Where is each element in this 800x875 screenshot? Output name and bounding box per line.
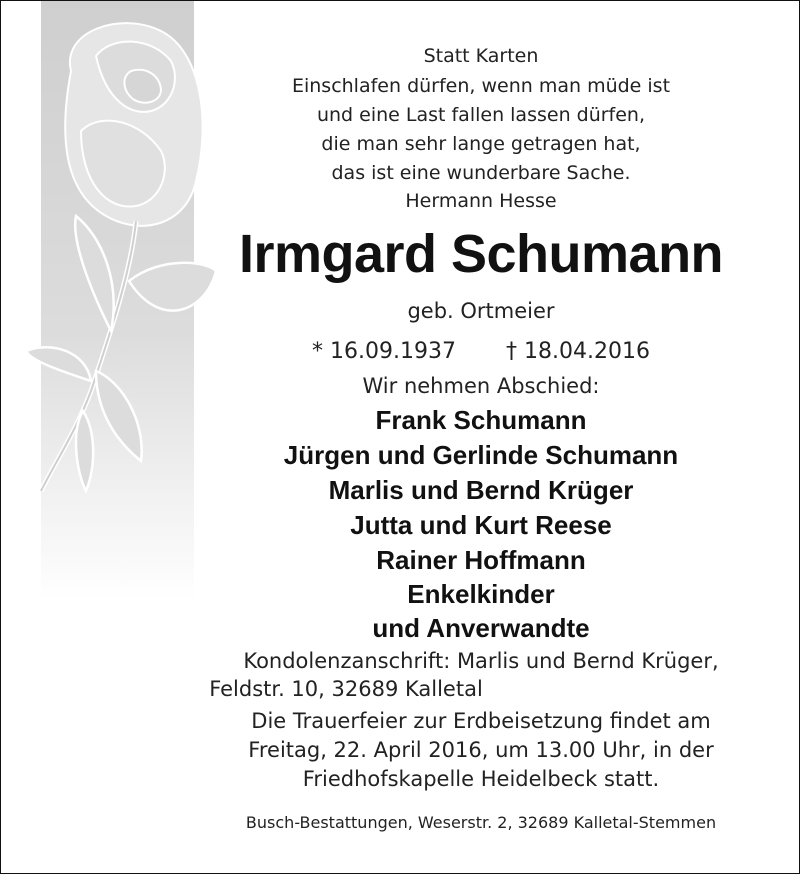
quote-line: Einschlafen dürfen, wenn man müde ist — [291, 75, 671, 97]
ceremony-info: Freitag, 22. April 2016, um 13.00 Uhr, in der — [248, 738, 714, 762]
mourner-name: Frank Schumann — [375, 405, 587, 435]
quote-author: Hermann Hesse — [405, 190, 557, 212]
birth-date: * 16.09.1937 — [312, 339, 456, 364]
mourner-name: Marlis und Bernd Krüger — [328, 475, 634, 505]
life-dates — [191, 339, 771, 364]
ceremony-info: Die Trauerfeier zur Erdbeisetzung findet am — [251, 709, 711, 733]
maiden-name: geb. Ortmeier — [407, 299, 555, 323]
deceased-name: Irmgard Schumann — [238, 224, 724, 284]
condolence-address: Kondolenzanschrift: Marlis und Bernd Krüger, — [243, 649, 719, 673]
farewell-intro: Wir nehmen Abschied: — [362, 374, 600, 398]
mourner-name: Rainer Hoffmann — [376, 545, 586, 575]
mourner-name: Jürgen und Gerlinde Schumann — [283, 440, 679, 470]
quote-line: die man sehr lange getragen hat, — [321, 133, 641, 155]
ceremony-info: Friedhofskapelle Heidelbeck statt. — [302, 767, 660, 791]
condolence-address-street: Feldstr. 10, 32689 Kalletal — [209, 677, 483, 701]
notice-text — [191, 1, 771, 875]
quote-line: und eine Last fallen lassen dürfen, — [316, 104, 646, 126]
statt-karten-heading: Statt Karten — [423, 45, 539, 67]
undertaker-info: Busch-Bestattungen, Weserstr. 2, 32689 Kalletal-Stemmen — [245, 813, 717, 832]
mourner-name: Jutta und Kurt Reese — [350, 510, 612, 540]
mourner-name: und Anverwandte — [372, 613, 590, 643]
quote-line: das ist eine wunderbare Sache. — [331, 162, 631, 184]
death-date: † 18.04.2016 — [506, 339, 650, 364]
mourner-name: Enkelkinder — [407, 579, 555, 609]
